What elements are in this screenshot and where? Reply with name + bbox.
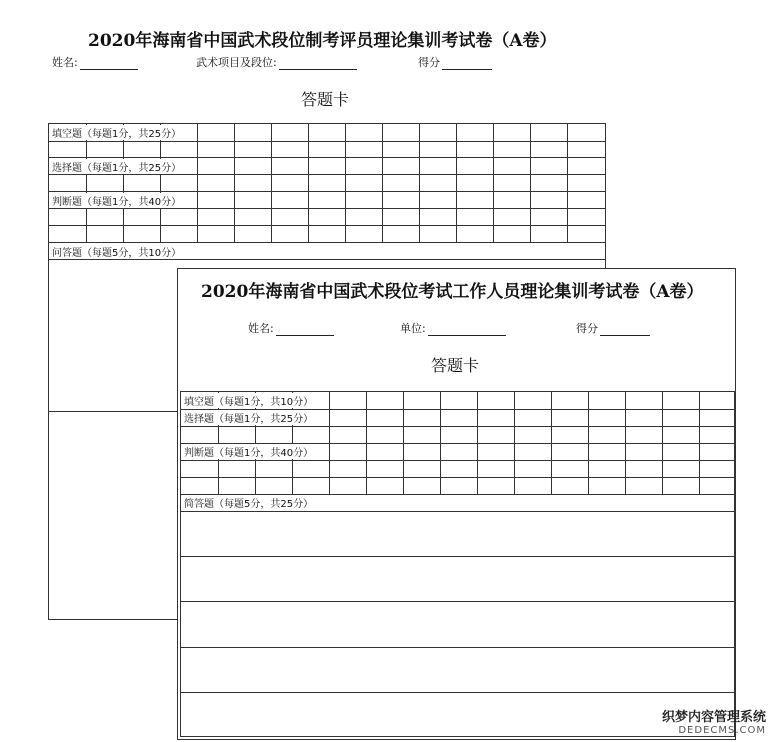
front-grid-col [699, 392, 700, 494]
front-score-field [576, 320, 650, 336]
front-grid-col [440, 392, 441, 494]
front-grid-col [662, 392, 663, 494]
front-grid-col [329, 392, 330, 494]
front-unit-blank[interactable] [428, 323, 506, 336]
back-grid-rule [49, 242, 605, 243]
back-section-label: 问答题（每题5分，共10分） [52, 244, 181, 259]
front-section-label: 简答题（每题5分，共25分） [184, 495, 313, 510]
back-grid-col [382, 124, 383, 242]
back-section-label: 选择题（每题1分，共25分） [52, 159, 181, 174]
back-section-label: 填空题（每题1分，共25分） [52, 125, 181, 140]
back-grid-rule [49, 157, 605, 158]
back-grid-col [345, 124, 346, 242]
back-grid-col [456, 124, 457, 242]
watermark-line1: 织梦内容管理系统 [661, 710, 766, 725]
back-grid-col [197, 124, 198, 242]
front-answer-grid [180, 391, 735, 737]
front-unit-label: 单位: [400, 322, 426, 335]
back-event-field [196, 54, 357, 70]
back-name-blank[interactable] [80, 57, 138, 70]
back-score-blank[interactable] [442, 57, 492, 70]
front-grid-rule [181, 477, 734, 478]
back-grid-col [308, 124, 309, 242]
front-score-blank[interactable] [600, 323, 650, 336]
back-grid-col [234, 124, 235, 242]
back-grid-rule [49, 259, 605, 260]
front-grid-col [625, 392, 626, 494]
front-answer-sheet [177, 268, 736, 740]
front-grid-col [551, 392, 552, 494]
front-grid-col [588, 392, 589, 494]
front-grid-rule [181, 692, 734, 693]
back-event-blank[interactable] [279, 57, 357, 70]
watermark-line2: DEDECMS.COM [678, 725, 766, 736]
back-score-field [418, 54, 492, 70]
back-grid-col [419, 124, 420, 242]
back-grid-rule [49, 225, 605, 226]
back-name-field [52, 54, 138, 70]
front-section-label: 填空题（每题1分，共10分） [184, 393, 313, 408]
front-name-label: 姓名: [248, 322, 274, 335]
front-grid-rule [181, 511, 734, 512]
back-name-label: 姓名: [52, 56, 78, 69]
front-score-label: 得分 [576, 322, 598, 335]
front-grid-col [477, 392, 478, 494]
back-event-label: 武术项目及段位: [196, 56, 277, 69]
back-grid-rule [49, 174, 605, 175]
front-grid-rule [181, 426, 734, 427]
watermark [662, 706, 766, 736]
back-grid-col [271, 124, 272, 242]
front-grid-rule [181, 556, 734, 557]
front-name-field [248, 320, 334, 336]
front-grid-col [366, 392, 367, 494]
back-grid-col [86, 124, 87, 242]
front-name-blank[interactable] [276, 323, 334, 336]
back-grid-col [567, 124, 568, 242]
front-card-title: 答题卡 [431, 356, 480, 375]
back-grid-rule [49, 191, 605, 192]
front-sheet-title: 2020年海南省中国武术段位考试工作人员理论集训考试卷（A卷） [201, 282, 704, 302]
back-section-label: 判断题（每题1分，共40分） [52, 193, 181, 208]
back-card-title: 答题卡 [301, 90, 350, 109]
back-grid-col [123, 124, 124, 242]
front-section-label: 选择题（每题1分，共25分） [184, 410, 313, 425]
back-grid-col [493, 124, 494, 242]
front-grid-rule [181, 647, 734, 648]
back-grid-rule [49, 208, 605, 209]
front-grid-col [514, 392, 515, 494]
back-grid-col [530, 124, 531, 242]
front-unit-field [400, 320, 506, 336]
front-grid-col [403, 392, 404, 494]
front-grid-rule [181, 601, 734, 602]
back-sheet-title: 2020年海南省中国武术段位制考评员理论集训考试卷（A卷） [88, 31, 557, 51]
back-grid-col [160, 124, 161, 242]
back-grid-rule [49, 141, 605, 142]
back-score-label: 得分 [418, 56, 440, 69]
front-section-label: 判断题（每题1分，共40分） [184, 444, 313, 459]
front-grid-rule [181, 460, 734, 461]
